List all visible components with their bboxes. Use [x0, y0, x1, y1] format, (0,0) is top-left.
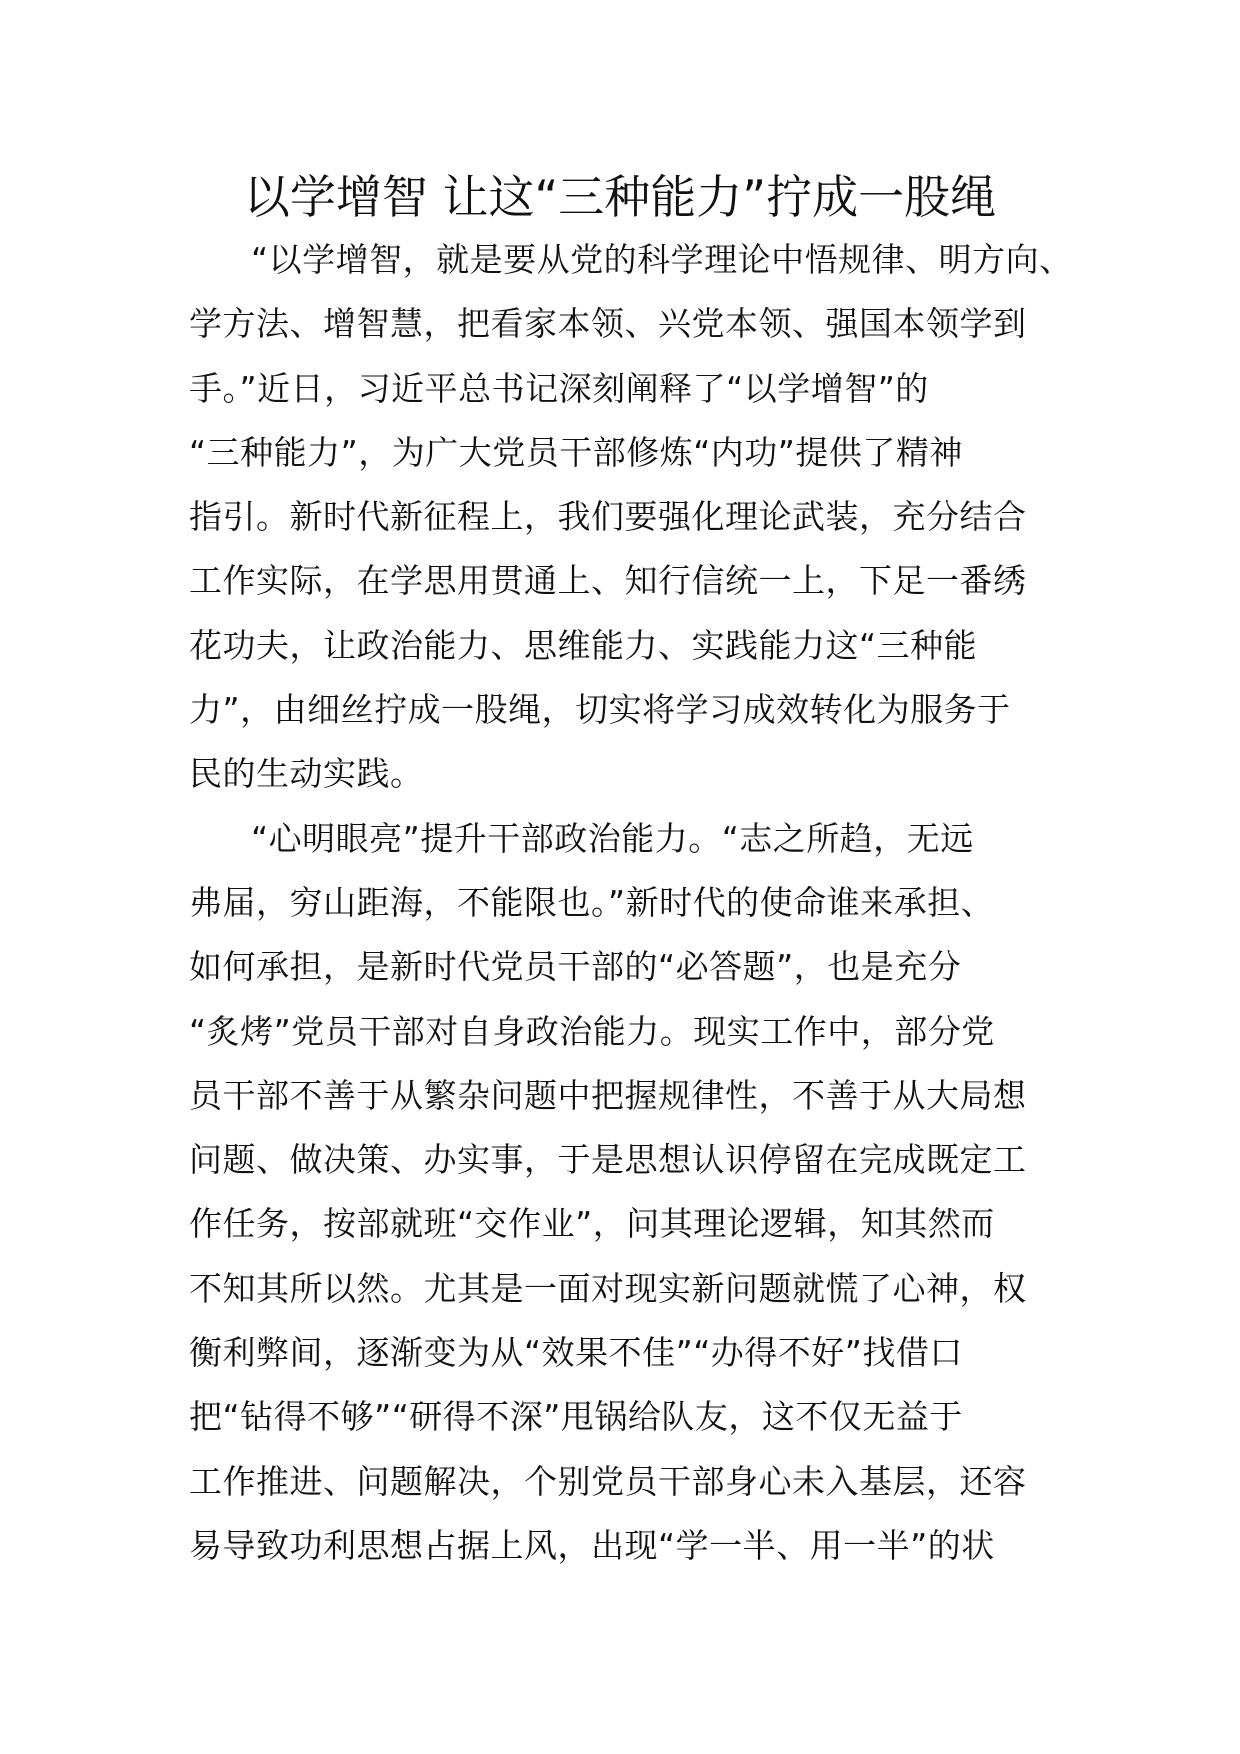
paragraph-line: 问题、做决策、办实事，于是思想认识停留在完成既定工 [189, 1140, 1027, 1180]
document-title: 以学增智 让这“三种能力”拧成一股绳 [243, 170, 997, 224]
paragraph-1 [189, 228, 1073, 807]
paragraph-line: 如何承担，是新时代党员干部的“必答题”，也是充分 [189, 947, 962, 987]
paragraph-line: 工作推进、问题解决，个别党员干部身心未入基层，还容 [189, 1461, 1027, 1501]
paragraph-line: “心明眼亮”提升干部政治能力。“志之所趋，无远 [251, 818, 974, 858]
paragraph-line: 不知其所以然。尤其是一面对现实新问题就慌了心神，权 [189, 1268, 1027, 1308]
paragraph-line: “炙烤”党员干部对自身政治能力。现实工作中，部分党 [189, 1011, 995, 1051]
paragraph-line: 衡利弊间，逐渐变为从“效果不佳”“办得不好”找借口 [189, 1333, 963, 1373]
paragraph-line: 弗届，穷山距海，不能限也。”新时代的使命谁来承担、 [189, 882, 995, 922]
paragraph-line: 学方法、增智慧，把看家本领、兴党本领、强国本领学到 [189, 304, 1027, 344]
paragraph-line: 民的生动实践。 [189, 754, 424, 794]
paragraph-line: 工作实际，在学思用贯通上、知行信统一上，下足一番绣 [189, 561, 1027, 601]
paragraph-line: 指引。新时代新征程上，我们要强化理论武装，充分结合 [189, 497, 1027, 537]
paragraph-line: 力”，由细丝拧成一股绳，切实将学习成效转化为服务于 [189, 690, 1011, 730]
document-body [189, 228, 1073, 1578]
paragraph-line: 员干部不善于从繁杂问题中把握规律性，不善于从大局想 [189, 1075, 1027, 1115]
paragraph-line: 把“钻得不够”“研得不深”甩锅给队友，这不仅无益于 [189, 1397, 963, 1437]
paragraph-line: 花功夫，让政治能力、思维能力、实践能力这“三种能 [189, 625, 978, 665]
paragraph-line: “三种能力”，为广大党员干部修炼“内功”提供了精神 [189, 432, 963, 472]
paragraph-line: 作任务，按部就班“交作业”，问其理论逻辑，知其然而 [189, 1204, 995, 1244]
paragraph-line: 手。”近日，习近平总书记深刻阐释了“以学增智”的 [189, 368, 929, 408]
paragraph-2 [189, 807, 1069, 1579]
paragraph-line: “以学增智，就是要从党的科学理论中悟规律、明方向、 [251, 240, 1073, 279]
paragraph-line: 易导致功利思想占据上风，出现“学一半、用一半”的状 [189, 1525, 995, 1565]
